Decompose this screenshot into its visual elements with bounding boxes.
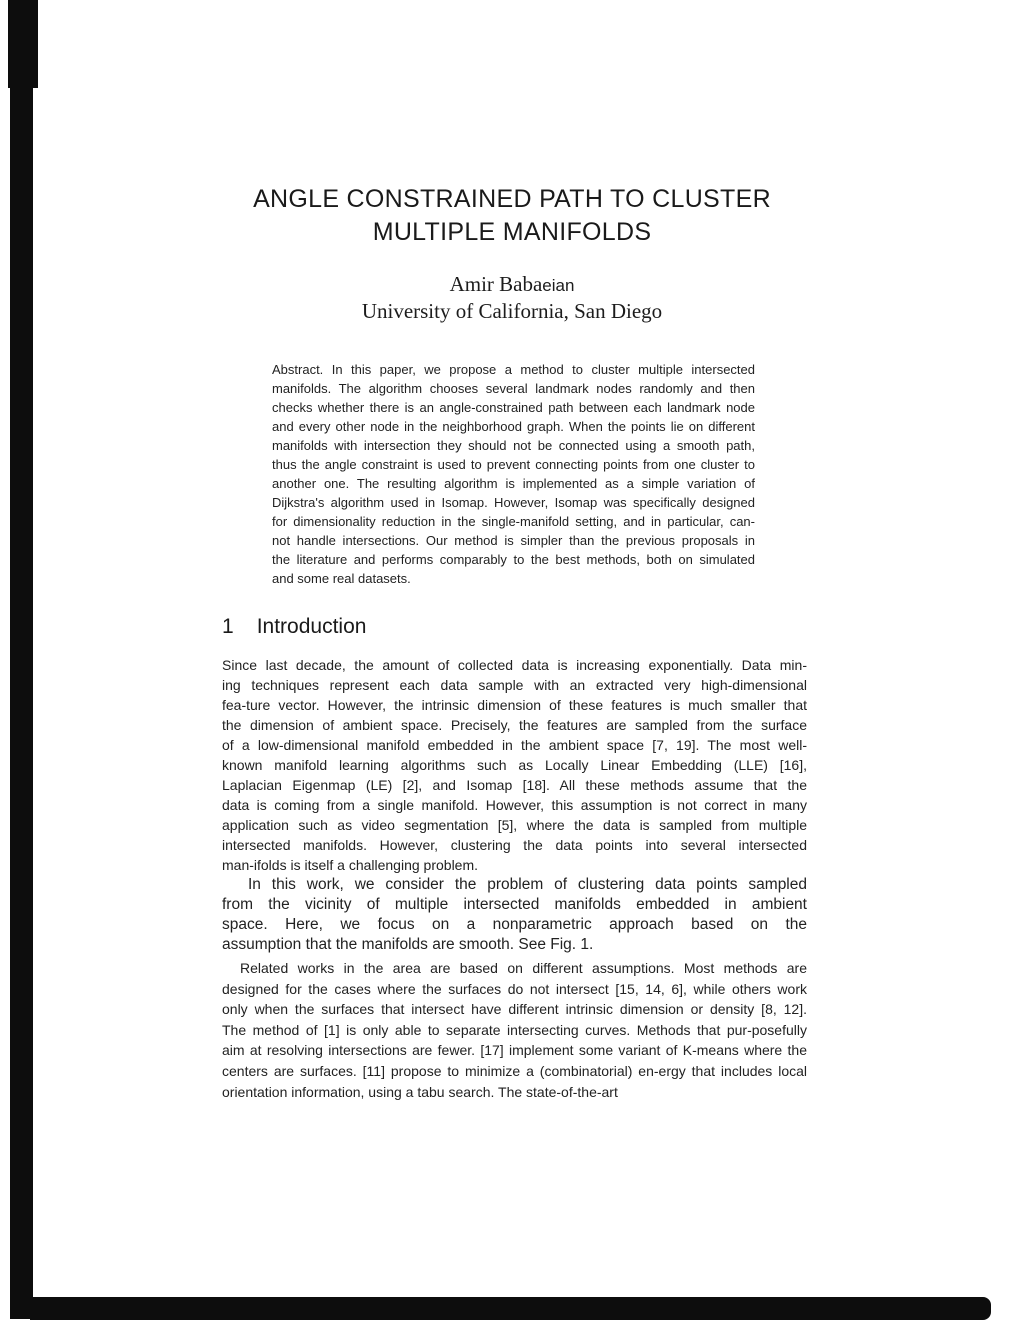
body-line: orientation information, using a tabu search. The state-of-the-art <box>222 1083 618 1100</box>
body-line: from the vicinity of multiple intersected manifolds embedded in ambient <box>222 896 807 913</box>
abstract-line: manifolds. The algorithm chooses several landmark nodes randomly and then <box>272 381 755 396</box>
body-line: known manifold learning algorithms such as Locally Linear Embedding (LLE) [16], <box>222 757 807 773</box>
section-title: Introduction <box>256 615 367 638</box>
body-line: aim at resolving intersections are fewer. [17] implement some variant of K-means where the <box>222 1042 807 1059</box>
abstract-line: another one. The resulting algorithm is implemented as a simple variation of <box>272 476 755 491</box>
body-line: space. Here, we focus on a nonparametric approach based on the <box>222 916 807 933</box>
author-name-suffix: eian <box>542 276 575 295</box>
abstract-line: the literature and performs comparably to the best methods, both on simulated <box>272 552 755 567</box>
abstract-line: checks whether there is an angle-constrained path between each landmark node <box>272 400 755 415</box>
paper-title-line1: ANGLE CONSTRAINED PATH TO CLUSTER <box>253 185 771 213</box>
author-block <box>0 272 1024 324</box>
scan-edge-bottom-bar <box>30 1297 991 1320</box>
paper-title-line2: MULTIPLE MANIFOLDS <box>372 218 652 246</box>
abstract-line: Abstract. In this paper, we propose a method to cluster multiple intersected <box>272 362 755 377</box>
body-line: The method of [1] is only able to separate intersecting curves. Methods that pur-posefully <box>222 1021 807 1038</box>
abstract-line: thus the angle constraint is used to prevent connecting points from one cluster to <box>272 457 755 472</box>
body-line: assumption that the manifolds are smooth. See Fig. 1. <box>222 936 594 953</box>
body-line: man-ifolds is itself a challenging problem. <box>222 857 479 873</box>
body-line: Laplacian Eigenmap (LE) [2], and Isomap [18]. All these methods assume that the <box>222 777 807 793</box>
body-line: application such as video segmentation [5], where the data is sampled from multiple <box>222 817 807 833</box>
abstract-line: manifolds with intersection they should not be connected using a smooth path, <box>272 438 755 453</box>
paragraph-intro-1 <box>222 655 807 875</box>
author-name <box>0 272 1024 298</box>
body-line: data is coming from a single manifold. However, this assumption is not correct in many <box>222 797 807 813</box>
abstract-line: and every other node in the neighborhood graph. When the points lie on different <box>272 419 755 434</box>
paragraph-intro-3 <box>222 958 807 1102</box>
author-name-main: Amir Baba <box>449 272 543 296</box>
paper-title <box>0 183 1024 249</box>
body-line: intersected manifolds. However, clustering the data points into several intersected <box>222 837 807 853</box>
body-line: Since last decade, the amount of collected data is increasing exponentially. Data min- <box>222 657 807 673</box>
body-line: designed for the cases where the surfaces do not intersect [15, 14, 6], while others work <box>222 980 807 997</box>
abstract-line: for dimensionality reduction in the single-manifold setting, and in particular, can- <box>272 514 755 529</box>
section-number: 1 <box>222 615 234 638</box>
body-line: Related works in the area are based on different assumptions. Most methods are <box>240 960 807 976</box>
body-line: only when the surfaces that intersect have different intrinsic dimension or density [8, 12]. <box>222 1001 807 1018</box>
abstract-line: and some real datasets. <box>272 571 411 586</box>
abstract-line: not handle intersections. Our method is simpler than the previous proposals in <box>272 533 755 548</box>
section-heading <box>222 612 807 642</box>
body-line: ing techniques represent each data sample with an extracted very high-dimensional <box>222 677 807 693</box>
author-affiliation: University of California, San Diego <box>361 299 663 323</box>
body-line: In this work, we consider the problem of clustering data points sampled <box>248 876 807 893</box>
body-line: centers are surfaces. [11] propose to minimize a (combinatorial) en-ergy that includes local <box>222 1062 807 1079</box>
body-line: the dimension of ambient space. Precisely, the features are sampled from the surface <box>222 717 807 733</box>
body-line: fea-ture vector. However, the intrinsic dimension of these features is much smaller that <box>222 697 807 713</box>
scan-edge-left-top <box>8 0 38 88</box>
main-column <box>222 612 807 1102</box>
paragraph-intro-2 <box>222 875 807 955</box>
body-line: of a low-dimensional manifold embedded in the ambient space [7, 19]. The most well- <box>222 737 807 753</box>
abstract-line: Dijkstra's algorithm used in Isomap. However, Isomap was specifically designed <box>272 495 755 510</box>
abstract <box>272 360 755 588</box>
